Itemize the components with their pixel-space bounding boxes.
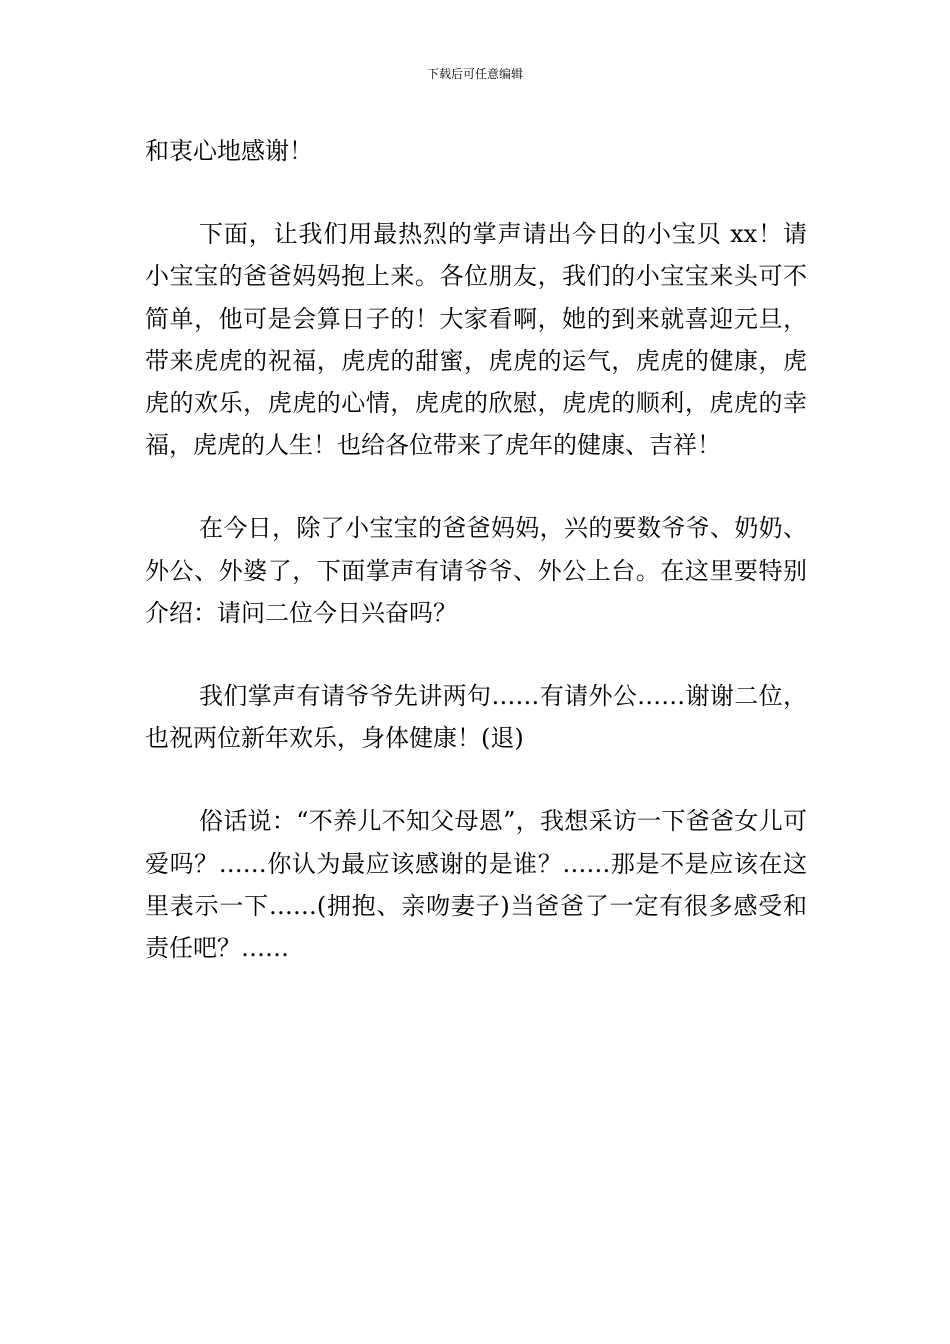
paragraph-grandfathers-speech: 我们掌声有请爷爷先讲两句……有请外公……谢谢二位，也祝两位新年欢乐，身体健康！(退) xyxy=(145,682,807,753)
document-body xyxy=(145,130,807,969)
paragraph-continuation: 和衷心地感谢！ xyxy=(145,137,313,165)
paragraph-grandparents: 在今日，除了小宝宝的爸爸妈妈，兴的要数爷爷、奶奶、外公、外婆了，下面掌声有请爷爷、外公上台。在这里要特别介绍：请问二位今日兴奋吗？ xyxy=(145,514,807,627)
paragraph-baby-introduction: 下面，让我们用最热烈的掌声请出今日的小宝贝 xx！请小宝宝的爸爸妈妈抱上来。各位朋友，我们的小宝宝来头可不简单，他可是会算日子的！大家看啊，她的到来就喜迎元旦，带来虎虎的祝福，虎虎的甜蜜，虎虎的运气，虎虎的健康，虎虎的欢乐，虎虎的心情，虎虎的欣慰，虎虎的顺利，虎虎的幸福，虎虎的人生！也给各位带来了虎年的健康、吉祥！ xyxy=(145,220,807,460)
page-header: 下载后可任意编辑 xyxy=(426,67,523,81)
paragraph-father-interview: 俗话说：“不养儿不知父母恩”，我想采访一下爸爸女儿可爱吗？……你认为最应该感谢的是谁？……那是不是应该在这里表示一下……(拥抱、亲吻妻子)当爸爸了一定有很多感受和责任吧？…… xyxy=(145,807,807,963)
